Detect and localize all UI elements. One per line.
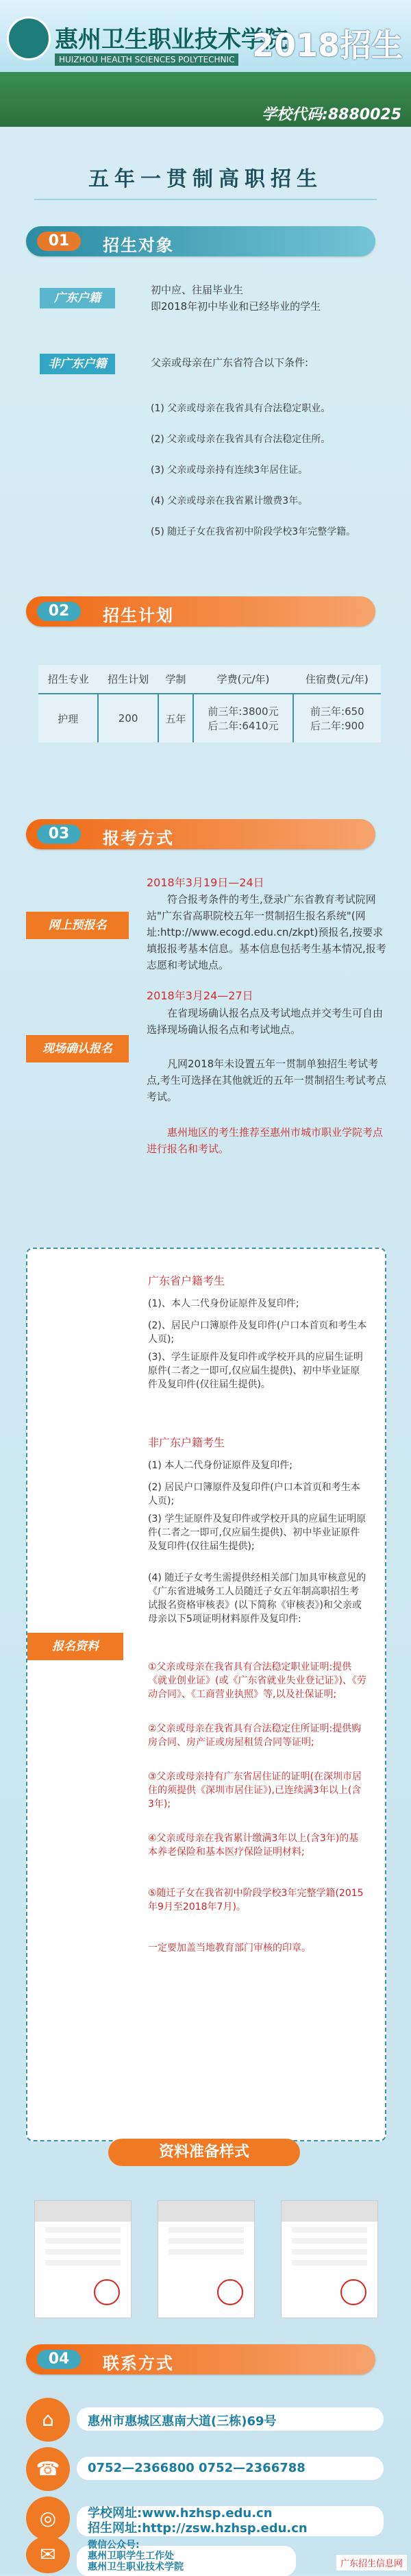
sample-doc-2 [158, 2200, 255, 2318]
section-number: 02 [37, 602, 81, 621]
lodging-first: 前三年:650 [310, 705, 364, 718]
onsite-date: 2018年3月24—27日 [147, 989, 253, 1002]
onsite-text-2: 凡网2018年未设置五年一贯制单独招生考试考点,考生可选择在其他就近的五年一贯制招生考试考点考试。 [147, 1058, 386, 1103]
onsite-note: 惠州地区的考生推荐至惠州市城市职业学院考点进行报名和考试。 [147, 1126, 384, 1155]
tag-gd: 广东户籍 [40, 288, 115, 308]
globe-icon: ◎ [26, 2496, 70, 2540]
cell-duration: 五年 [158, 694, 193, 742]
condition-2: (2) 父亲或母亲在我省具有合法稳定住所。 [151, 434, 331, 445]
col-count: 招生计划 [98, 665, 158, 694]
address-text: 惠州市惠城区惠南大道(三栋)69号 [88, 2414, 277, 2429]
cell-major: 护理 [38, 694, 98, 742]
condition-5: (5) 随迁子女在我省初中阶段学校3年完整学籍。 [151, 526, 356, 537]
school-code: 学校代码:8880025 [262, 106, 401, 123]
stamp-icon [217, 2279, 243, 2305]
tag-online-registration: 网上预报名 [26, 912, 129, 939]
col-major: 招生专业 [38, 665, 98, 694]
school-name: 惠州卫生职业技术学院 [55, 26, 288, 53]
mat-note: 一定要加盖当地教育部门审核的印章。 [148, 1943, 311, 1954]
section-title: 招生对象 [103, 236, 174, 255]
section-number: 01 [37, 232, 81, 251]
school-logo [7, 16, 51, 60]
cell-lodging [293, 694, 381, 742]
lodging-second: 后二年:900 [310, 720, 364, 732]
location-icon: ⌂ [26, 2398, 70, 2442]
mat-non-heading: 非广东户籍考生 [148, 1436, 225, 1449]
contact-phone [26, 2447, 384, 2491]
year-title: 2018招生 [251, 27, 403, 64]
contact-wechat [26, 2536, 384, 2573]
tag-materials: 报名资料 [27, 1633, 123, 1660]
website-2[interactable]: 招生网址:http://zsw.hzhsp.edu.cn [88, 2521, 308, 2536]
col-tuition: 学费(元/年) [193, 665, 293, 694]
tuition-second: 后二年:6410元 [208, 720, 279, 732]
mat-gd-item-2: (2)、居民户口簿原件及复印件(户口本首页和考生本人页); [148, 1320, 367, 1345]
non-gd-intro: 父亲或母亲在广东省符合以下条件: [151, 356, 309, 369]
stamp-icon [340, 2279, 366, 2305]
sample-doc-1 [34, 2200, 132, 2318]
phone-text: 0752—2366800 0752—2366788 [88, 2461, 306, 2475]
section-number: 03 [37, 825, 81, 844]
section-bar-02 [26, 596, 375, 627]
mat-non-item-4: (4) 随迁子女考生需提供经相关部门加具审核意见的《广东省进城务工人员随迁子女五年制高职招生考试报名资格审核表》(以下简称《审核表》)和父亲或母亲以下5项证明材料原件及复印件: [148, 1572, 366, 1625]
tag-onsite-confirmation: 现场确认报名 [26, 1035, 129, 1062]
mat-non-item-6: ②父亲或母亲在我省具有合法稳定住所证明:提供购房合同、房产证或房屋租赁合同等证明; [148, 1723, 362, 1748]
col-lodging: 住宿费(元/年) [293, 665, 381, 694]
mat-non-item-1: (1) 本人二代身份证原件及复印件; [148, 1460, 292, 1471]
stamp-icon [94, 2279, 120, 2305]
condition-1: (1) 父亲或母亲在我省具有合法稳定职业。 [151, 403, 331, 414]
section-bar-04 [26, 2344, 375, 2374]
gd-text-2: 即2018年初中毕业和已经毕业的学生 [151, 300, 321, 313]
section-title: 招生计划 [103, 606, 174, 625]
online-text: 符合报考条件的考生,登录广东省教育考试院网站"广东省高职院校五年一贯制招生报名系统"(网址:http://www.ecogd.edu.cn/zkpt)预报名,按要求填报报考基本信息。基本信息包括考生基本情况,报考志愿和考试地点。 [147, 893, 386, 971]
mat-gd-item-1: (1)、本人二代身份证原件及复印件; [148, 1298, 299, 1309]
condition-4: (4) 父亲或母亲在我省累计缴费3年。 [151, 496, 308, 507]
mat-gd-item-3: (3)、学生证原件及复印件或学校开具的应届生证明原件(二者之一即可,仅应届生提供)、初中毕业证原件及复印件(仅往届生提供)。 [148, 1352, 363, 1390]
contact-website [26, 2496, 384, 2540]
wechat-label: 微信公众号: [88, 2540, 140, 2551]
mat-non-item-8: ④父亲或母亲在我省累计缴满3年以上(含3年)的基本养老保险和基本医疗保险证明材料; [148, 1833, 359, 1858]
mat-non-item-2: (2) 居民户口簿原件及复印件(户口本首页和考生本人页); [148, 1482, 360, 1507]
page-title: 五年一贯制高职招生 [88, 167, 323, 191]
onsite-text-1: 在省现场确认报名点及考试地点并交考生可自由选择现场确认报名点和考试地点。 [147, 1007, 384, 1036]
wechat-1: 惠州卫职学生工作处 [88, 2551, 174, 2562]
title-divider [34, 199, 377, 200]
section-title: 联系方式 [103, 2354, 174, 2373]
tag-non-gd: 非广东户籍 [40, 354, 115, 374]
mat-non-item-7: ③父亲或母亲持有广东省居住证的证明(在深圳市居住的须提供《深圳市居住证》),已连续满3年以上(含3年); [148, 1771, 362, 1810]
gd-text-1: 初中应、往届毕业生 [151, 284, 244, 296]
materials-panel [26, 1248, 386, 2141]
website-1[interactable]: 学校网址:www.hzhsp.edu.cn [88, 2506, 273, 2520]
mat-non-item-5: ①父亲或母亲在我省具有合法稳定职业证明:提供《就业创业证》(或《广东省就业失业登记证》)、《劳动合同》、《工商营业执照》等,以及社保证明; [148, 1662, 366, 1700]
phone-icon: ☎ [26, 2447, 70, 2491]
header-banner [0, 0, 411, 127]
mat-gd-heading: 广东省户籍考生 [148, 1274, 225, 1287]
table-row [38, 694, 381, 742]
online-date: 2018年3月19日—24日 [147, 876, 264, 889]
cell-tuition [193, 694, 293, 742]
section-title: 报考方式 [103, 829, 174, 848]
mat-non-item-9: ⑤随迁子女在我省初中阶段学校3年完整学籍(2015年9月至2018年7月)。 [148, 1888, 364, 1912]
section-bar-03 [26, 819, 375, 849]
section-number: 04 [37, 2350, 81, 2369]
condition-3: (3) 父亲或母亲持有连续3年居住证。 [151, 465, 308, 476]
contact-address [26, 2398, 384, 2442]
cell-count: 200 [98, 694, 158, 742]
sample-doc-3 [281, 2200, 378, 2318]
wechat-icon: ✉ [26, 2536, 70, 2573]
wechat-2: 惠州卫生职业技术学院 [88, 2562, 184, 2573]
section-bar-01 [26, 226, 375, 256]
tuition-first: 前三年:3800元 [208, 705, 279, 718]
watermark: 广东招生信息网 [336, 2555, 407, 2571]
col-duration: 学制 [158, 665, 193, 694]
samples-title: 资料准备样式 [108, 2139, 300, 2166]
enrollment-plan-table [38, 665, 381, 742]
school-name-en: HUIZHOU HEALTH SCIENCES POLYTECHNIC [55, 53, 238, 66]
mat-non-item-3: (3) 学生证原件及复印件或学校开具的应届生证明原件(二者之一即可,仅应届生提供)、初中毕业证原件及复印件(仅往届生提供); [148, 1514, 366, 1552]
